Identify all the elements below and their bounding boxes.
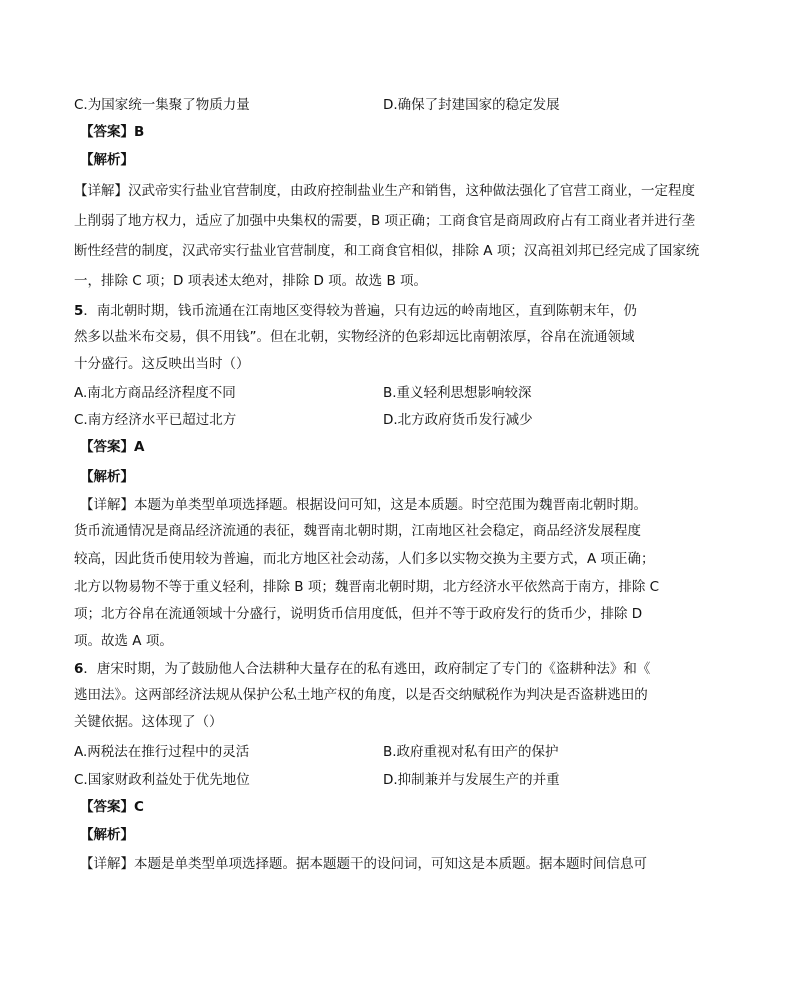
analysis-label: 【解析】 (80, 152, 134, 168)
stem-text: ．唐宋时期，为了鼓励他人合法耕种大量存在的私有逃田，政府制定了专门的《盗耕种法》和《 (83, 661, 651, 677)
question-number: 5 (74, 303, 84, 319)
stem-text: ．南北朝时期，钱币流通在江南地区变得较为普遍，只有边远的岭南地区，直到陈朝末年，仍 (83, 303, 637, 319)
option-d: D.确保了封建国家的稳定发展 (383, 97, 560, 113)
stem-line: 逃田法》。这两部经济法规从保护公私土地产权的角度，以是否交纳赋税作为判决是否盗耕逃田的 (74, 687, 648, 703)
detail-line: 【详解】汉武帝实行盐业官营制度，由政府控制盐业生产和销售，这种做法强化了官营工商业，一定程度 (74, 183, 695, 199)
option-a: A.两税法在推行过程中的灵活 (74, 744, 250, 760)
detail-line: 项。故选 A 项。 (74, 633, 173, 649)
detail-line: 北方以物易物不等于重义轻利，排除 B 项；魏晋南北朝时期，北方经济水平依然高于南方，排除 C (74, 579, 660, 595)
question-6-stem (74, 660, 733, 678)
option-b: B.重义轻利思想影响较深 (383, 385, 532, 401)
option-d: D.北方政府货币发行减少 (383, 412, 533, 428)
answer-line (80, 438, 733, 456)
detail-line: 货币流通情况是商品经济流通的表征，魏晋南北朝时期，江南地区社会稳定，商品经济发展程度 (74, 523, 641, 539)
stem-line: 关键依据。这体现了（） (74, 714, 223, 730)
option-b: B.政府重视对私有田产的保护 (383, 744, 559, 760)
analysis-label: 【解析】 (80, 469, 134, 485)
answer-label: 【答案】 (80, 439, 134, 455)
answer-value: A (134, 439, 145, 455)
detail-line: 上削弱了地方权力，适应了加强中央集权的需要，B 项正确；工商食官是商周政府占有工商业者并进行垄 (74, 213, 696, 229)
detail-line: 项；北方谷帛在流通领域十分盛行，说明货币信用度低，但并不等于政府发行的货币少，排除 D (74, 606, 643, 622)
question-5-stem (74, 302, 733, 320)
answer-value: C (134, 799, 144, 815)
option-c: C.南方经济水平已超过北方 (74, 412, 237, 428)
detail-line: 较高，因此货币使用较为普遍，而北方地区社会动荡，人们多以实物交换为主要方式，A 项正确； (74, 551, 655, 567)
option-a: A.南北方商品经济程度不同 (74, 385, 236, 401)
option-d: D.抑制兼并与发展生产的并重 (383, 772, 560, 788)
answer-label: 【答案】 (80, 124, 134, 140)
stem-line: 十分盛行。这反映出当时（） (74, 356, 250, 372)
detail-line: 断性经营的制度，汉武帝实行盐业官营制度，和工商食官相似，排除 A 项；汉高祖刘邦已经完成了国家统 (74, 243, 700, 259)
option-c: C.为国家统一集聚了物质力量 (74, 97, 250, 113)
detail-line: 一，排除 C 项；D 项表述太绝对，排除 D 项。故选 B 项。 (74, 273, 428, 289)
answer-value: B (134, 124, 145, 140)
option-c: C.国家财政利益处于优先地位 (74, 772, 250, 788)
answer-line (80, 798, 733, 816)
stem-line: 然多以盐米布交易，俱不用钱”。但在北朝，实物经济的色彩却远比南朝浓厚，谷帛在流通领域 (74, 329, 635, 345)
question-number: 6 (74, 661, 84, 677)
answer-line (80, 123, 733, 141)
detail-line: 【详解】本题为单类型单项选择题。根据设问可知，这是本质题。时空范围为魏晋南北朝时期。 (80, 497, 647, 513)
detail-line: 【详解】本题是单类型单项选择题。据本题题干的设问词，可知这是本质题。据本题时间信息可 (80, 856, 647, 872)
analysis-label: 【解析】 (80, 827, 134, 843)
answer-label: 【答案】 (80, 799, 134, 815)
